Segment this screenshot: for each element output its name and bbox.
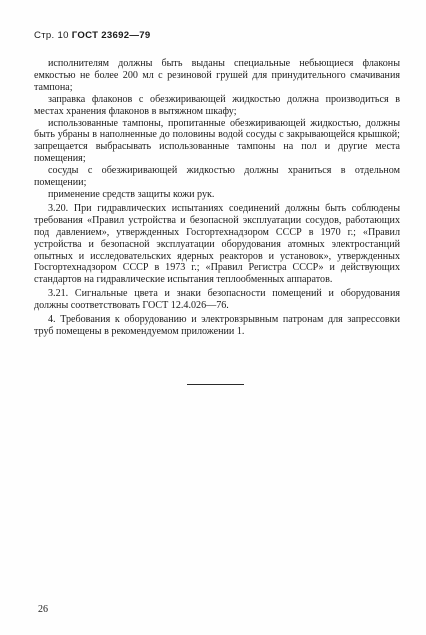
paragraph: использованные тампоны, пропитанные обезжиривающей жидкостью, должны быть убраны в наполненные до половины водой сосуды с закрывающейся крышкой; запрещается выбрасывать использованные тампоны на пол и другие места помещения; xyxy=(34,117,400,165)
standard-number: ГОСТ 23692—79 xyxy=(71,30,151,41)
paragraph-section-3-21: 3.21. Сигнальные цвета и знаки безопасности помещений и оборудования должны соответствовать ГОСТ 12.4.026—76. xyxy=(34,288,400,312)
page-number: 26 xyxy=(38,604,48,615)
paragraph: применение средств защиты кожи рук. xyxy=(48,188,215,200)
paragraph: сосуды с обезжиривающей жидкостью должны храниться в отдельном помещении; xyxy=(34,165,400,189)
end-rule xyxy=(187,384,244,385)
paragraph: заправка флаконов с обезжиривающей жидкостью должна производиться в местах хранения флаконов в вытяжном шкафу; xyxy=(34,93,400,117)
page-header xyxy=(34,30,151,41)
paragraph-section-3-20: 3.20. При гидравлических испытаниях соединений должны быть соблюдены требования «Правил устройства и безопасной эксплуатации сосудов, работающих под давлением», утвержденных Госгортехнадзором СССР в 1970 г.; «Правил устройства и безопасной эксплуатации оборудования атомных электростанций опытных и исследовательских ядерных реакторов и установок», утвержденных Госгортехнадзором СССР в 1973 г.; «Правил Регистра СССР» и действующих стандартов на гидравлические испытания теплообменных аппаратов. xyxy=(34,202,400,286)
paragraph: исполнителям должны быть выданы специальные небьющиеся флаконы емкостью не более 200 мл с резиновой грушей для принудительного смачивания тампона; xyxy=(34,58,400,93)
body-text xyxy=(34,58,400,338)
page-label: Стр. 10 xyxy=(34,30,69,41)
paragraph-section-4: 4. Требования к оборудованию и электровзрывным патронам для запрессовки труб помещены в рекомендуемом приложении 1. xyxy=(34,314,400,337)
